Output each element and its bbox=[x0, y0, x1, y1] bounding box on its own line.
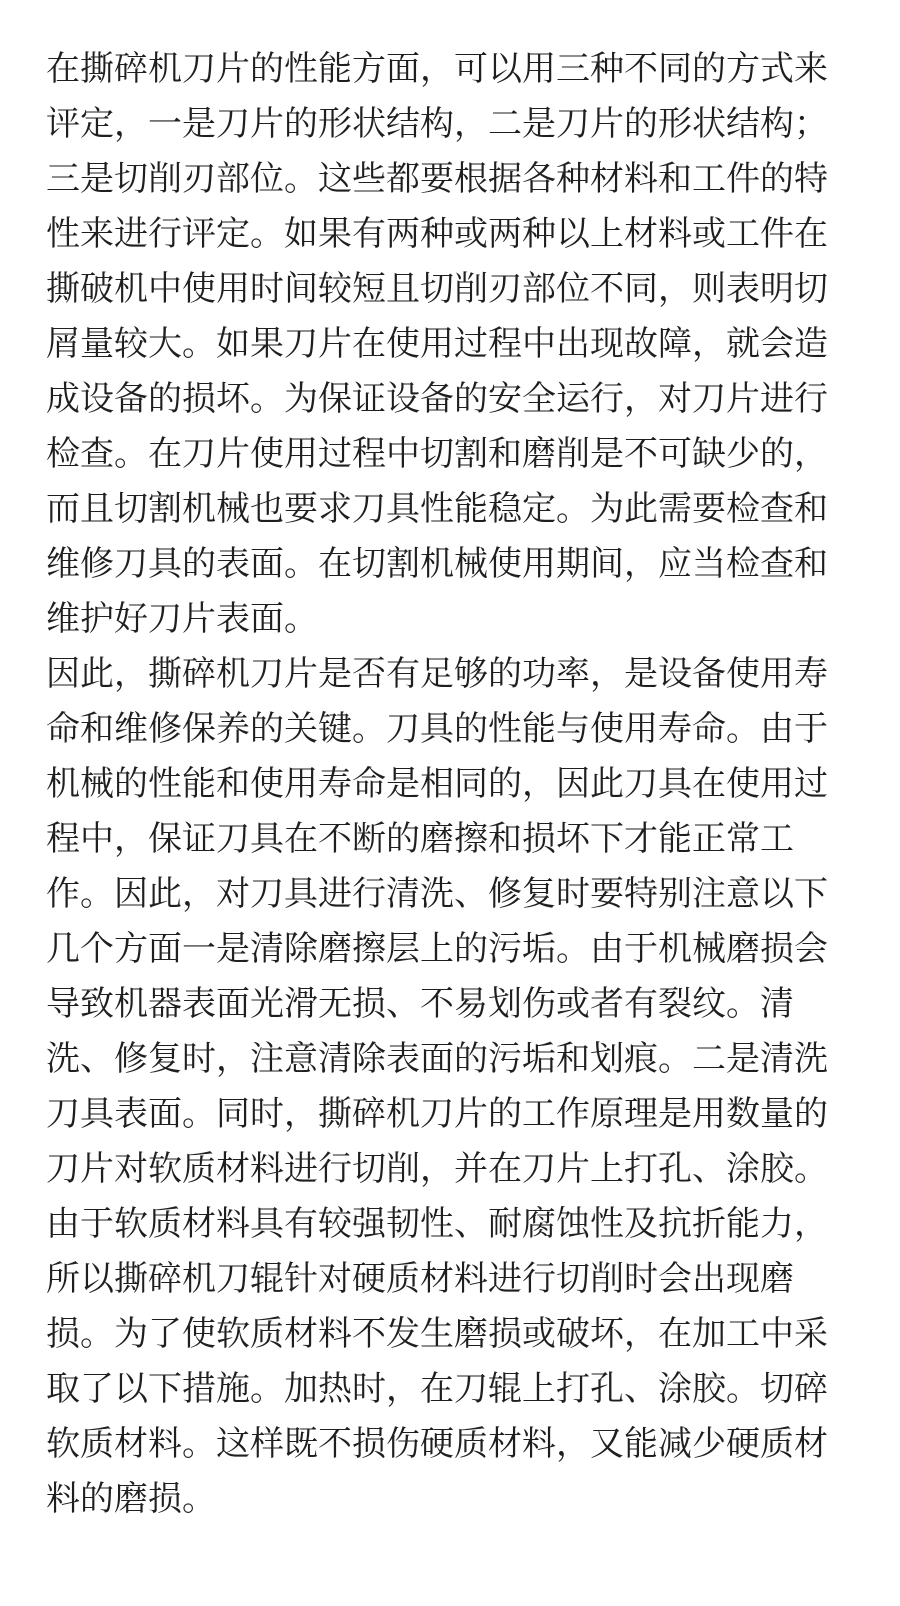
text-line: 所以撕碎机刀辊针对硬质材料进行切削时会出现磨 bbox=[46, 1259, 794, 1299]
text-line: 维护好刀片表面。 bbox=[46, 599, 318, 639]
text-line: 三是切削刃部位。这些都要根据各种材料和工件的特 bbox=[46, 159, 828, 199]
text-line: 刀片对软质材料进行切削，并在刀片上打孔、涂胶。 bbox=[46, 1149, 828, 1189]
text-line: 成设备的损坏。为保证设备的安全运行，对刀片进行 bbox=[46, 379, 828, 419]
text-line: 料的磨损。 bbox=[46, 1479, 216, 1519]
text-line: 几个方面一是清除磨擦层上的污垢。由于机械磨损会 bbox=[46, 929, 828, 969]
text-line: 洗、修复时，注意清除表面的污垢和划痕。二是清洗 bbox=[46, 1039, 828, 1079]
text-line: 损。为了使软质材料不发生磨损或破坏，在加工中采 bbox=[46, 1314, 828, 1354]
text-line: 检查。在刀片使用过程中切割和磨削是不可缺少的， bbox=[46, 434, 828, 474]
text-line: 性来进行评定。如果有两种或两种以上材料或工件在 bbox=[46, 214, 828, 254]
text-line: 维修刀具的表面。在切割机械使用期间，应当检查和 bbox=[46, 544, 828, 584]
text-line: 命和维修保养的关键。刀具的性能与使用寿命。由于 bbox=[46, 709, 828, 749]
text-line: 撕破机中使用时间较短且切削刃部位不同，则表明切 bbox=[46, 269, 828, 309]
text-line: 屑量较大。如果刀片在使用过程中出现故障，就会造 bbox=[46, 324, 828, 364]
article-body bbox=[46, 42, 836, 1527]
text-line: 作。因此，对刀具进行清洗、修复时要特别注意以下 bbox=[46, 874, 828, 914]
text-line: 程中，保证刀具在不断的磨擦和损坏下才能正常工 bbox=[46, 819, 794, 859]
text-line: 机械的性能和使用寿命是相同的，因此刀具在使用过 bbox=[46, 764, 828, 804]
text-line: 软质材料。这样既不损伤硬质材料，又能减少硬质材 bbox=[46, 1424, 828, 1464]
text-line: 刀具表面。同时，撕碎机刀片的工作原理是用数量的 bbox=[46, 1094, 828, 1134]
text-line: 在撕碎机刀片的性能方面，可以用三种不同的方式来 bbox=[46, 49, 828, 89]
text-line: 取了以下措施。加热时，在刀辊上打孔、涂胶。切碎 bbox=[46, 1369, 828, 1409]
text-line: 导致机器表面光滑无损、不易划伤或者有裂纹。清 bbox=[46, 984, 794, 1024]
text-line: 因此，撕碎机刀片是否有足够的功率，是设备使用寿 bbox=[46, 654, 828, 694]
text-line: 评定，一是刀片的形状结构，二是刀片的形状结构； bbox=[46, 104, 828, 144]
text-line: 而且切割机械也要求刀具性能稳定。为此需要检查和 bbox=[46, 489, 828, 529]
text-line: 由于软质材料具有较强韧性、耐腐蚀性及抗折能力， bbox=[46, 1204, 828, 1244]
